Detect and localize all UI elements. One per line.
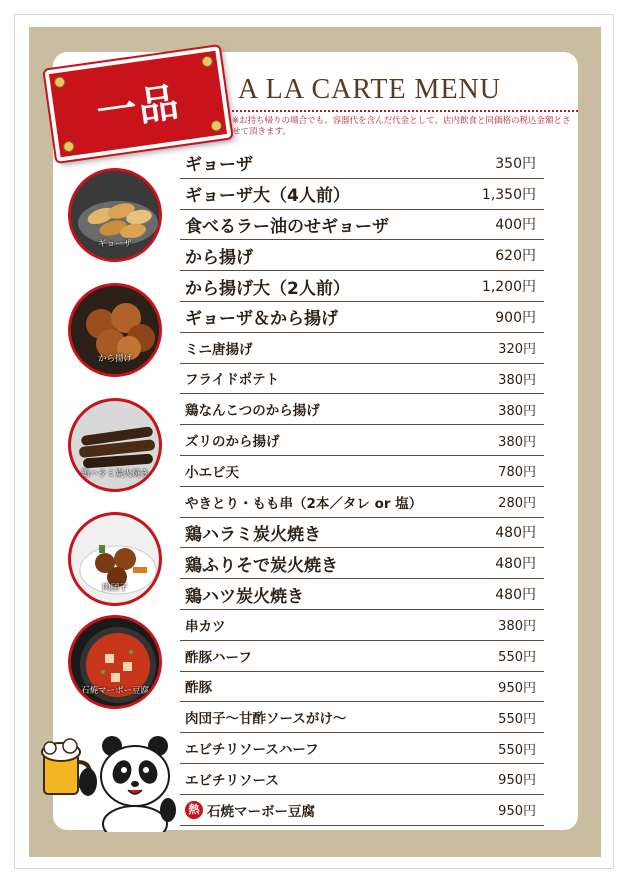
menu-item-name: ギョーザ — [185, 155, 253, 176]
menu-item-name: 酢豚 — [185, 680, 212, 697]
menu-item-name: から揚げ — [185, 247, 253, 268]
menu-item-price: 620円 — [495, 248, 536, 265]
takeout-note: ※お持ち帰りの場合でも、容器代を含んだ代金として、店内飲食と同価格の税込金額とさせて頂きます。 — [232, 116, 571, 137]
photo-label: 石焼マーボー豆腐 — [80, 686, 149, 696]
photo-mabo — [68, 615, 162, 709]
menu-item — [180, 641, 544, 672]
menu-item-name: 食べるラー油のせギョーザ — [185, 216, 389, 237]
menu-item-name: エビチリソースハーフ — [185, 742, 319, 759]
menu-item — [180, 672, 544, 703]
menu-item-name: ギョーザ大（4人前） — [185, 186, 350, 207]
photo-gyoza — [68, 168, 162, 262]
menu-item — [180, 702, 544, 733]
rivet-icon — [63, 140, 75, 152]
menu-item-price: 1,200円 — [481, 279, 536, 296]
menu-item-price: 380円 — [498, 619, 536, 635]
menu-item-price: 550円 — [498, 742, 536, 758]
rivet-icon — [210, 120, 222, 132]
rivet-icon — [201, 55, 213, 67]
photo-label: 肉団子 — [102, 583, 128, 593]
menu-item-name: 小エビ天 — [185, 464, 239, 481]
menu-item — [180, 333, 544, 364]
menu-item-name: 串カツ — [185, 618, 226, 635]
menu-item-price: 380円 — [498, 372, 536, 388]
menu-item — [180, 148, 544, 179]
menu-item-name: ミニ唐揚げ — [185, 341, 253, 358]
menu-item-name: 鶏なんこつのから揚げ — [185, 403, 320, 420]
menu-item — [180, 764, 544, 795]
photo-karaage — [68, 283, 162, 377]
menu-item-price: 480円 — [495, 525, 536, 542]
badge-label: 一品 — [93, 77, 184, 137]
menu-item — [180, 610, 544, 641]
menu-item-price: 480円 — [495, 556, 536, 573]
menu-item-name: エビチリソース — [185, 772, 279, 789]
menu-item — [180, 302, 544, 333]
menu-item — [180, 548, 544, 579]
menu-item-name: フライドポテト — [185, 372, 280, 389]
panda-mascot-icon — [40, 732, 180, 832]
hot-badge-icon: 熱 — [185, 801, 203, 819]
menu-item-price: 400円 — [495, 217, 536, 234]
menu-item-price: 380円 — [498, 403, 536, 419]
rivet-icon — [53, 76, 65, 88]
menu-item-name-text: 石焼マーボー豆腐 — [207, 803, 315, 820]
menu-item — [180, 425, 544, 456]
menu-item — [180, 271, 544, 302]
menu-item-name: 肉団子～甘酢ソースがけ～ — [185, 711, 347, 728]
menu-item-price: 1,350円 — [481, 186, 536, 203]
menu-item-name: 鶏ハツ炭火焼き — [185, 586, 304, 607]
menu-item — [180, 795, 544, 826]
menu-item-name: ズリのから揚げ — [185, 434, 280, 451]
menu-item-price: 550円 — [498, 711, 536, 727]
menu-item-price: 350円 — [495, 155, 536, 172]
menu-item-price: 950円 — [498, 680, 536, 696]
menu-item-price: 480円 — [495, 587, 536, 604]
menu-item — [180, 210, 544, 241]
menu-item-name: やきとり・もも串（2本／タレ or 塩） — [185, 495, 423, 512]
menu-item-price: 950円 — [498, 773, 536, 789]
menu-item — [180, 456, 544, 487]
menu-item-price: 780円 — [498, 465, 536, 481]
photo-label: ギョーザ — [97, 239, 132, 249]
menu-item-name: 鶏ふりそで炭火焼き — [185, 555, 338, 576]
menu-list — [180, 148, 544, 826]
menu-item-name: から揚げ大（2人前） — [185, 278, 350, 299]
menu-item — [180, 518, 544, 549]
photo-nikudango — [68, 512, 162, 606]
photo-label: 鶏ハラミ炭火焼き — [80, 469, 149, 479]
photo-label: から揚げ — [97, 354, 132, 364]
menu-item — [180, 487, 544, 518]
menu-item — [180, 579, 544, 610]
menu-item-price: 950円 — [498, 804, 536, 820]
menu-item-price: 280円 — [498, 496, 536, 512]
menu-item — [180, 240, 544, 271]
menu-item-name: 鶏ハラミ炭火焼き — [185, 524, 321, 545]
menu-item — [180, 364, 544, 395]
menu-item-name: ギョーザ＆から揚げ — [185, 309, 338, 330]
photo-harami — [68, 398, 162, 492]
menu-item-price: 380円 — [498, 434, 536, 450]
menu-title: A LA CARTE MENU — [238, 74, 501, 105]
menu-item — [180, 394, 544, 425]
menu-item-price: 550円 — [498, 650, 536, 666]
menu-item-price: 320円 — [498, 342, 536, 358]
menu-item — [180, 179, 544, 210]
menu-item-name — [180, 800, 315, 820]
menu-item — [180, 733, 544, 764]
menu-item-name: 酢豚ハーフ — [185, 649, 252, 666]
title-divider — [228, 110, 578, 112]
menu-item-price: 900円 — [495, 309, 536, 326]
